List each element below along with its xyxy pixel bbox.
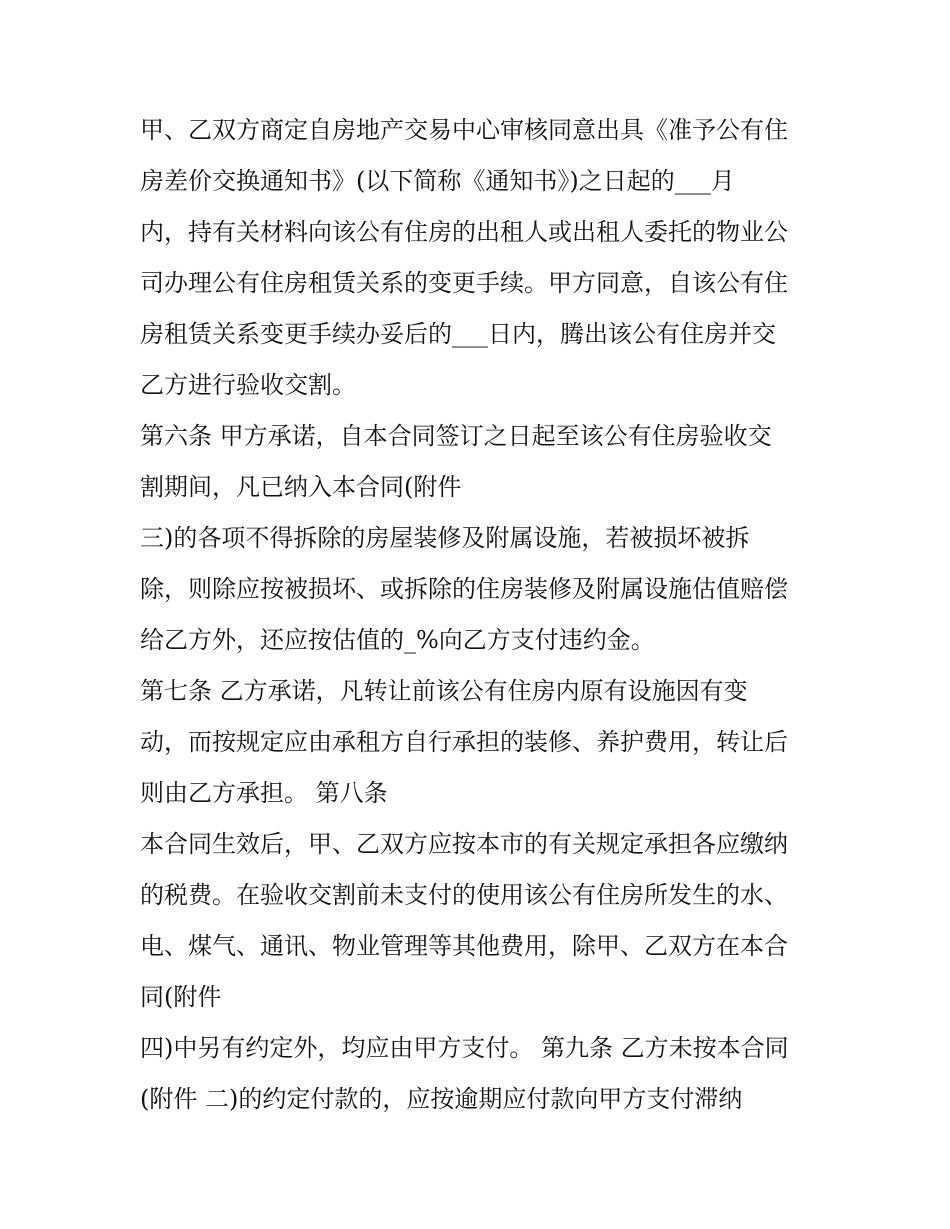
text-line: 动，而按规定应由承租方自行承担的装修、养护费用，转让后 [140, 728, 788, 756]
text-line: 房差价交换通知书》(以下简称《通知书》)之日起的___月 [140, 167, 735, 195]
text-line: 则由乙方承担。 第八条 [140, 779, 388, 807]
contract-text [140, 105, 830, 1125]
text-line: 房租赁关系变更手续办妥后的___日内，腾出该公有住房并交 [140, 320, 776, 348]
text-line: 给乙方外，还应按估值的_%向乙方支付违约金。 [140, 626, 655, 654]
text-line: 除，则除应按被损坏、或拆除的住房装修及附属设施估值赔偿 [140, 575, 788, 603]
text-line: 司办理公有住房租赁关系的变更手续。甲方同意，自该公有住 [140, 269, 788, 297]
text-line: 第六条 甲方承诺，自本合同签订之日起至该公有住房验收交 [140, 422, 772, 450]
text-line: 割期间，凡已纳入本合同(附件 [140, 473, 462, 501]
text-line: (附件 二)的约定付款的，应按逾期应付款向甲方支付滞纳 [140, 1085, 743, 1113]
text-line: 同(附件 [140, 983, 222, 1011]
text-line: 甲、乙双方商定自房地产交易中心审核同意出具《准予公有住 [140, 116, 788, 144]
text-line: 四)中另有约定外，均应由甲方支付。 第九条 乙方未按本合同 [140, 1034, 789, 1062]
text-line: 内，持有关材料向该公有住房的出租人或出租人委托的物业公 [140, 218, 788, 246]
text-line: 三)的各项不得拆除的房屋装修及附属设施，若被损坏被拆 [140, 524, 750, 552]
text-line: 本合同生效后，甲、乙双方应按本市的有关规定承担各应缴纳 [140, 830, 788, 858]
text-line: 的税费。在验收交割前未支付的使用该公有住房所发生的水、 [140, 881, 788, 909]
text-line: 电、煤气、通讯、物业管理等其他费用，除甲、乙双方在本合 [140, 932, 788, 960]
text-line: 乙方进行验收交割。 [140, 371, 356, 399]
text-line: 第七条 乙方承诺，凡转让前该公有住房内原有设施因有变 [140, 677, 748, 705]
